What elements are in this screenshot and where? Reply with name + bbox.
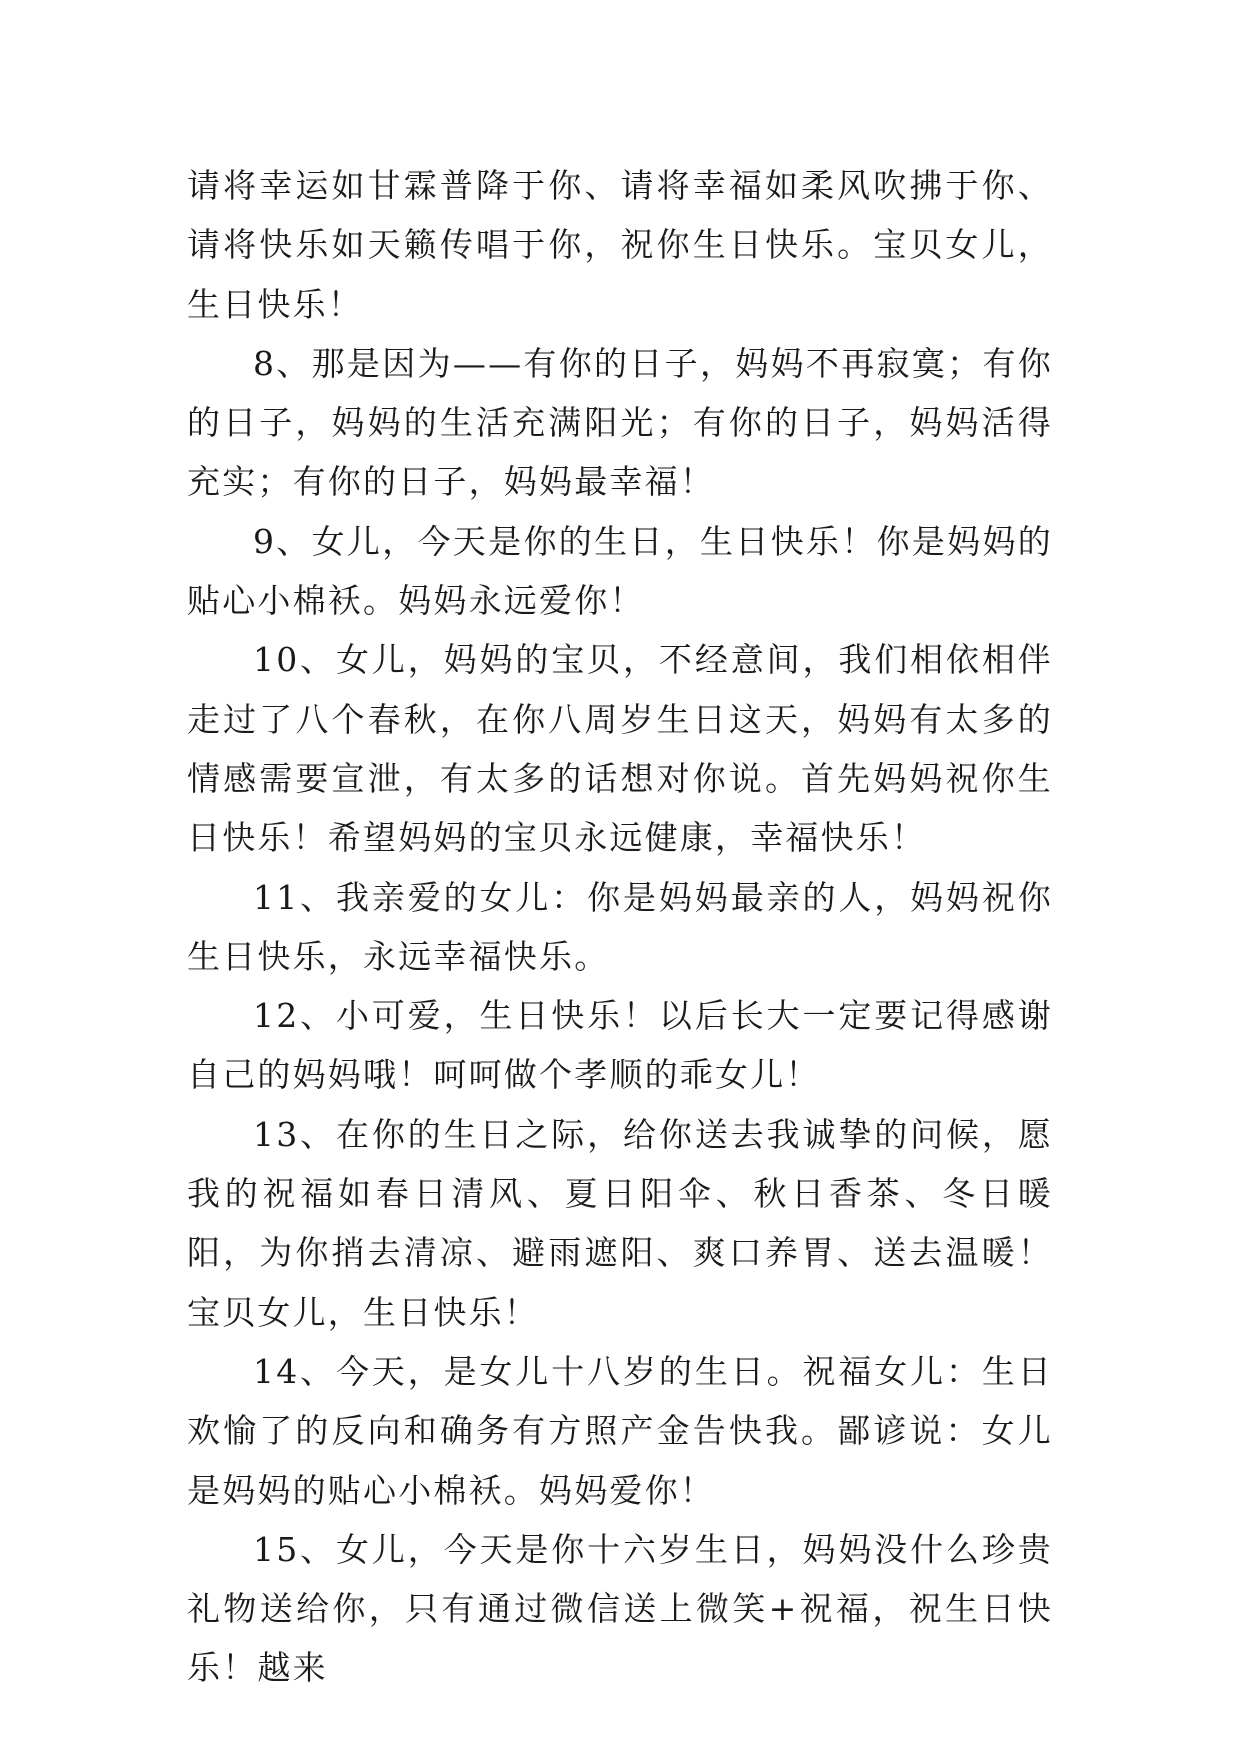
paragraph-item-15: 15、女儿，今天是你十六岁生日，妈妈没什么珍贵礼物送给你，只有通过微信送上微笑+祝福，祝生日快乐！越来 — [187, 1529, 1053, 1688]
paragraph-item-8: 8、那是因为——有你的日子，妈妈不再寂寞；有你的日子，妈妈的生活充满阳光；有你的日子，妈妈活得充实；有你的日子，妈妈最幸福！ — [187, 343, 1053, 502]
document-body — [187, 156, 1053, 1698]
paragraph-item-13: 13、在你的生日之际，给你送去我诚挚的问候，愿我的祝福如春日清风、夏日阳伞、秋日香茶、冬日暖阳，为你捎去清凉、避雨遮阳、爽口养胃、送去温暖！宝贝女儿，生日快乐！ — [187, 1114, 1053, 1332]
paragraph-item-14: 14、今天，是女儿十八岁的生日。祝福女儿：生日欢愉了的反向和确务有方照产金告快我。鄙谚说：女儿是妈妈的贴心小棉袄。妈妈爱你！ — [187, 1351, 1053, 1510]
paragraph-item-10: 10、女儿，妈妈的宝贝，不经意间，我们相依相伴走过了八个春秋，在你八周岁生日这天，妈妈有太多的情感需要宣泄，有太多的话想对你说。首先妈妈祝你生日快乐！希望妈妈的宝贝永远健康，幸福快乐！ — [187, 640, 1053, 858]
paragraph-continued: 请将幸运如甘霖普降于你、请将幸福如柔风吹拂于你、请将快乐如天籁传唱于你，祝你生日快乐。宝贝女儿，生日快乐！ — [187, 166, 1053, 324]
paragraph-item-11: 11、我亲爱的女儿：你是妈妈最亲的人，妈妈祝你生日快乐，永远幸福快乐。 — [187, 877, 1053, 976]
paragraph-item-9: 9、女儿，今天是你的生日，生日快乐！你是妈妈的贴心小棉袄。妈妈永远爱你！ — [187, 521, 1053, 621]
paragraph-item-12: 12、小可爱，生日快乐！以后长大一定要记得感谢自己的妈妈哦！呵呵做个孝顺的乖女儿！ — [187, 996, 1053, 1095]
